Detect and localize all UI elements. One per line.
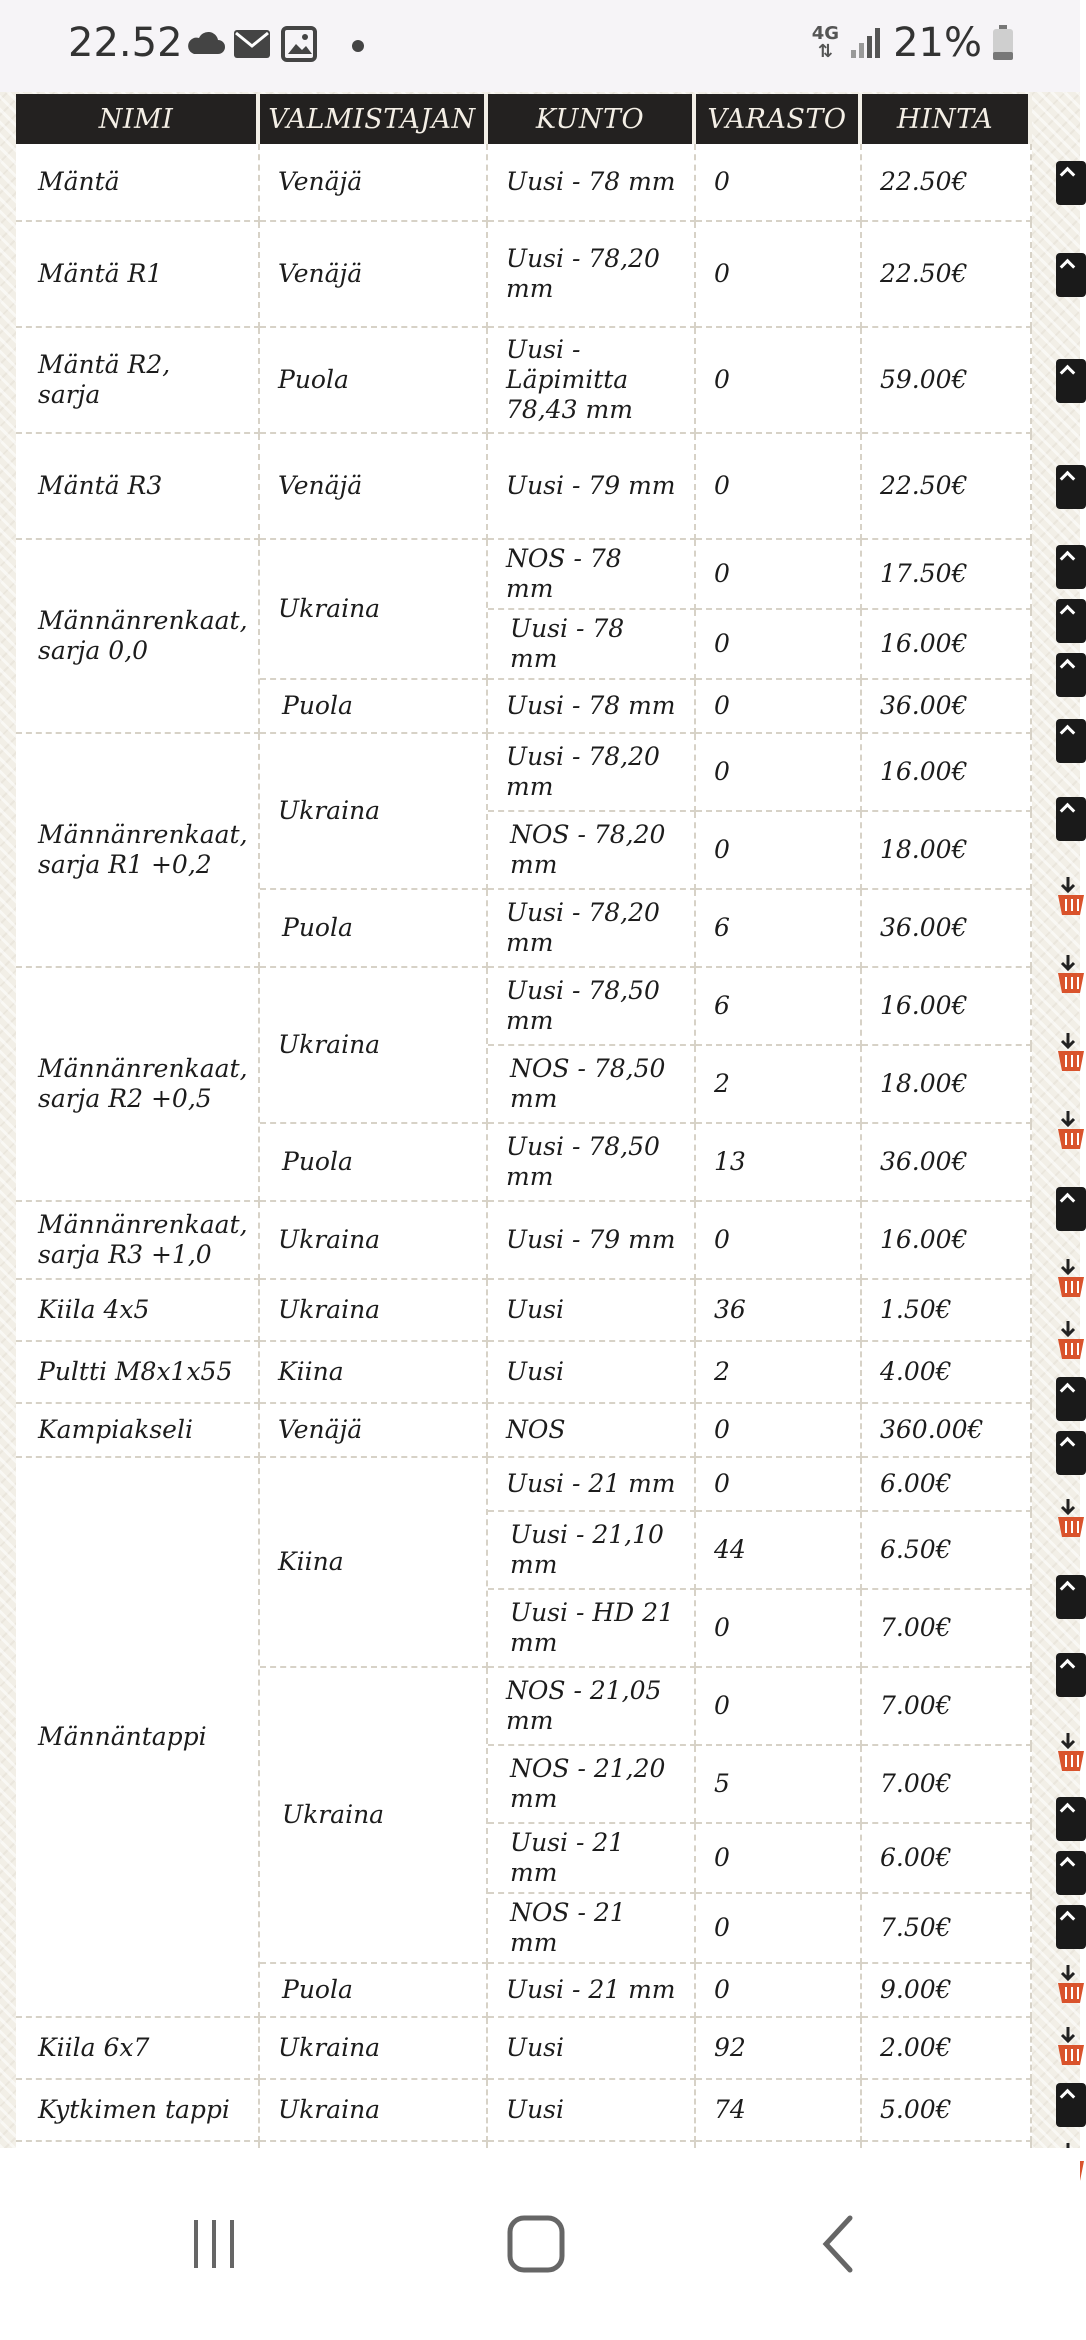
column-header-hinta[interactable]: HINTA — [862, 94, 1032, 144]
add-to-cart-button[interactable] — [1056, 653, 1086, 697]
manufacturer-cell: Ukraina — [260, 2080, 488, 2142]
price-cell: 7.50€ — [862, 1894, 1032, 1964]
condition-cell: Uusi — [488, 1280, 696, 1342]
condition-cell: Uusi - 78,50 mm — [488, 1124, 696, 1202]
table-row — [16, 328, 1032, 434]
add-to-cart-button[interactable] — [1056, 719, 1086, 763]
stock-cell: 13 — [696, 1124, 862, 1202]
price-cell: 18.00€ — [862, 812, 1032, 890]
data-arrows-icon: ⇅ — [817, 41, 833, 62]
column-header-varasto[interactable]: VARASTO — [696, 94, 862, 144]
condition-cell: NOS — [488, 1404, 696, 1458]
table-row — [16, 734, 1032, 812]
manufacturer-cell: Puola — [260, 680, 488, 734]
stock-cell: 0 — [696, 680, 862, 734]
part-name-cell: Mäntä R1 — [16, 222, 260, 328]
column-header-kunto[interactable]: KUNTO — [488, 94, 696, 144]
basket-icon — [1056, 1731, 1086, 1775]
condition-cell: Uusi - 79 mm — [488, 1202, 696, 1280]
stock-cell: 0 — [696, 812, 862, 890]
basket-icon — [1056, 953, 1086, 997]
price-cell: 5.00€ — [862, 2080, 1032, 2142]
price-cell: 16.00€ — [862, 968, 1032, 1046]
add-to-cart-button[interactable] — [1056, 1575, 1086, 1619]
stock-cell: 0 — [696, 328, 862, 434]
price-cell: 6.00€ — [862, 1458, 1032, 1512]
condition-cell: Uusi - HD 21 mm — [488, 1590, 696, 1668]
part-name-cell: Kytkimen tappi — [16, 2080, 260, 2142]
price-cell: 18.00€ — [862, 1046, 1032, 1124]
manufacturer-cell: Puola — [260, 1964, 488, 2018]
stock-cell: 92 — [696, 2018, 862, 2080]
price-cell: 7.00€ — [862, 1746, 1032, 1824]
add-to-cart-button[interactable] — [1056, 1187, 1086, 1231]
price-cell: 6.50€ — [862, 1512, 1032, 1590]
recents-button[interactable] — [134, 2148, 294, 2340]
basket-icon — [1056, 2025, 1086, 2069]
stock-cell: 0 — [696, 1668, 862, 1746]
image-icon — [280, 26, 320, 62]
column-header-nimi[interactable]: NIMI — [16, 94, 260, 144]
add-to-cart-button[interactable] — [1056, 465, 1086, 509]
table-row — [16, 1342, 1032, 1404]
cloud-icon — [186, 26, 226, 62]
signal-icon — [849, 26, 883, 60]
network-type: 4G — [811, 23, 840, 44]
price-cell: 36.00€ — [862, 680, 1032, 734]
stock-cell: 6 — [696, 890, 862, 968]
add-to-cart-button[interactable] — [1056, 359, 1086, 403]
price-cell: 36.00€ — [862, 1124, 1032, 1202]
manufacturer-cell: Venäjä — [260, 222, 488, 328]
condition-cell: Uusi - 78,20 mm — [488, 734, 696, 812]
status-bar — [0, 0, 1080, 92]
price-cell: 7.00€ — [862, 1590, 1032, 1668]
battery-icon — [992, 25, 1014, 61]
condition-cell: Uusi — [488, 1342, 696, 1404]
part-name-cell: Männänrenkaat, sarja R3 +1,0 — [16, 1202, 260, 1280]
part-name-cell: Männänrenkaat, sarja R1 +0,2 — [16, 734, 260, 968]
basket-icon — [1056, 1963, 1086, 2007]
battery-percent: 21% — [893, 20, 982, 66]
table-row — [16, 2080, 1032, 2142]
manufacturer-cell: Ukraina — [260, 734, 488, 890]
back-button[interactable] — [760, 2148, 920, 2340]
basket-button[interactable] — [1056, 953, 1086, 997]
stock-cell: 0 — [696, 144, 862, 222]
table-row — [16, 1202, 1032, 1280]
condition-cell: Uusi - 79 mm — [488, 434, 696, 540]
table-row — [16, 222, 1032, 328]
add-to-cart-button[interactable] — [1056, 253, 1086, 297]
manufacturer-cell: Ukraina — [260, 968, 488, 1124]
table-header-row — [16, 94, 1032, 144]
add-to-cart-button[interactable] — [1056, 2083, 1086, 2127]
basket-icon — [1056, 875, 1086, 919]
manufacturer-cell: Venäjä — [260, 144, 488, 222]
stock-cell: 0 — [696, 1590, 862, 1668]
condition-cell: Uusi - 78,20 mm — [488, 890, 696, 968]
price-cell: 22.50€ — [862, 434, 1032, 540]
part-name-cell: Kiila 4x5 — [16, 1280, 260, 1342]
table-row — [16, 540, 1032, 610]
stock-cell: 44 — [696, 1512, 862, 1590]
condition-cell: NOS - 78 mm — [488, 540, 696, 610]
price-cell: 1.50€ — [862, 1280, 1032, 1342]
price-cell: 2.00€ — [862, 2018, 1032, 2080]
price-cell: 16.00€ — [862, 734, 1032, 812]
part-name-cell: Pultti M8x1x55 — [16, 1342, 260, 1404]
notification-dot-icon — [338, 26, 378, 62]
price-cell: 36.00€ — [862, 890, 1032, 968]
basket-button[interactable] — [1056, 875, 1086, 919]
stock-cell: 36 — [696, 1280, 862, 1342]
price-cell: 16.00€ — [862, 610, 1032, 680]
price-cell: 360.00€ — [862, 1404, 1032, 1458]
basket-button[interactable] — [1056, 1497, 1086, 1541]
condition-cell: NOS - 21,05 mm — [488, 1668, 696, 1746]
add-to-cart-button[interactable] — [1056, 161, 1086, 205]
add-to-cart-button[interactable] — [1056, 1653, 1086, 1697]
basket-icon — [1056, 1319, 1086, 1363]
basket-icon — [1056, 1031, 1086, 1075]
table-row — [16, 1280, 1032, 1342]
stock-cell: 0 — [696, 1404, 862, 1458]
recents-icon — [184, 2214, 244, 2274]
table-row — [16, 144, 1032, 222]
condition-cell: Uusi - 21 mm — [488, 1964, 696, 2018]
manufacturer-cell: Ukraina — [260, 1668, 488, 1964]
stock-cell: 2 — [696, 1342, 862, 1404]
price-cell: 4.00€ — [862, 1342, 1032, 1404]
basket-button[interactable] — [1056, 1319, 1086, 1363]
part-name-cell: Kampiakseli — [16, 1404, 260, 1458]
parts-table — [16, 94, 1032, 2258]
manufacturer-cell: Ukraina — [260, 540, 488, 680]
condition-cell: Uusi — [488, 2080, 696, 2142]
condition-cell: NOS - 21,20 mm — [488, 1746, 696, 1824]
stock-cell: 0 — [696, 1964, 862, 2018]
basket-icon — [1056, 1109, 1086, 1153]
table-row — [16, 968, 1032, 1046]
add-to-cart-button[interactable] — [1056, 1905, 1086, 1949]
condition-cell: NOS - 21 mm — [488, 1894, 696, 1964]
part-name-cell: Mäntä R2, sarja — [16, 328, 260, 434]
page-content — [0, 92, 1080, 2148]
price-cell: 9.00€ — [862, 1964, 1032, 2018]
basket-button[interactable] — [1056, 2025, 1086, 2069]
add-to-cart-button[interactable] — [1056, 599, 1086, 643]
stock-cell: 0 — [696, 1202, 862, 1280]
stock-cell: 0 — [696, 1894, 862, 1964]
manufacturer-cell: Kiina — [260, 1458, 488, 1668]
basket-icon — [1056, 1257, 1086, 1301]
add-to-cart-button[interactable] — [1056, 545, 1086, 589]
price-cell: 17.50€ — [862, 540, 1032, 610]
condition-cell: Uusi - 78,50 mm — [488, 968, 696, 1046]
table-row — [16, 1458, 1032, 1512]
condition-cell: Uusi - 21,10 mm — [488, 1512, 696, 1590]
condition-cell: Uusi - Läpimitta 78,43 mm — [488, 328, 696, 434]
part-name-cell: Mäntä — [16, 144, 260, 222]
stock-cell: 74 — [696, 2080, 862, 2142]
mail-icon — [232, 26, 272, 62]
condition-cell: Uusi - 21 mm — [488, 1824, 696, 1894]
column-header-valmistajan[interactable]: VALMISTAJAN — [260, 94, 488, 144]
condition-cell: Uusi - 78 mm — [488, 144, 696, 222]
price-cell: 59.00€ — [862, 328, 1032, 434]
stock-cell: 5 — [696, 1746, 862, 1824]
table-row — [16, 1404, 1032, 1458]
basket-button[interactable] — [1056, 1109, 1086, 1153]
stock-cell: 0 — [696, 434, 862, 540]
cart-button-column — [1056, 92, 1080, 2148]
stock-cell: 0 — [696, 540, 862, 610]
condition-cell: Uusi - 78 mm — [488, 680, 696, 734]
stock-cell: 0 — [696, 610, 862, 680]
condition-cell: Uusi — [488, 2018, 696, 2080]
basket-button[interactable] — [1056, 1731, 1086, 1775]
back-icon — [810, 2212, 870, 2276]
condition-cell: NOS - 78,20 mm — [488, 812, 696, 890]
stock-cell: 0 — [696, 1824, 862, 1894]
add-to-cart-button[interactable] — [1056, 1377, 1086, 1421]
manufacturer-cell: Ukraina — [260, 1280, 488, 1342]
price-cell: 7.00€ — [862, 1668, 1032, 1746]
condition-cell: Uusi - 78,20 mm — [488, 222, 696, 328]
stock-cell: 0 — [696, 1458, 862, 1512]
manufacturer-cell: Kiina — [260, 1342, 488, 1404]
table-row — [16, 434, 1032, 540]
basket-button[interactable] — [1056, 1031, 1086, 1075]
add-to-cart-button[interactable] — [1056, 1431, 1086, 1475]
manufacturer-cell: Venäjä — [260, 434, 488, 540]
add-to-cart-button[interactable] — [1056, 797, 1086, 841]
price-cell: 6.00€ — [862, 1824, 1032, 1894]
basket-icon — [1056, 1497, 1086, 1541]
price-cell: 16.00€ — [862, 1202, 1032, 1280]
basket-button[interactable] — [1056, 1963, 1086, 2007]
part-name-cell: Männäntappi — [16, 1458, 260, 2018]
status-time: 22.52 — [68, 20, 183, 66]
condition-cell: NOS - 78,50 mm — [488, 1046, 696, 1124]
manufacturer-cell: Puola — [260, 328, 488, 434]
stock-cell: 0 — [696, 734, 862, 812]
price-cell: 22.50€ — [862, 144, 1032, 222]
basket-button[interactable] — [1056, 1257, 1086, 1301]
home-icon — [504, 2212, 568, 2276]
manufacturer-cell: Puola — [260, 890, 488, 968]
home-button[interactable] — [456, 2148, 616, 2340]
part-name-cell: Kiila 6x7 — [16, 2018, 260, 2080]
add-to-cart-button[interactable] — [1056, 1851, 1086, 1895]
manufacturer-cell: Ukraina — [260, 2018, 488, 2080]
navigation-bar — [0, 2148, 1080, 2340]
manufacturer-cell: Ukraina — [260, 1202, 488, 1280]
part-name-cell: Männänrenkaat, sarja R2 +0,5 — [16, 968, 260, 1202]
price-cell: 22.50€ — [862, 222, 1032, 328]
condition-cell: Uusi - 21 mm — [488, 1458, 696, 1512]
manufacturer-cell: Venäjä — [260, 1404, 488, 1458]
table-row — [16, 2018, 1032, 2080]
part-name-cell: Männänrenkaat, sarja 0,0 — [16, 540, 260, 734]
stock-cell: 6 — [696, 968, 862, 1046]
part-name-cell: Mäntä R3 — [16, 434, 260, 540]
add-to-cart-button[interactable] — [1056, 1797, 1086, 1841]
condition-cell: Uusi - 78 mm — [488, 610, 696, 680]
stock-cell: 2 — [696, 1046, 862, 1124]
stock-cell: 0 — [696, 222, 862, 328]
manufacturer-cell: Puola — [260, 1124, 488, 1202]
